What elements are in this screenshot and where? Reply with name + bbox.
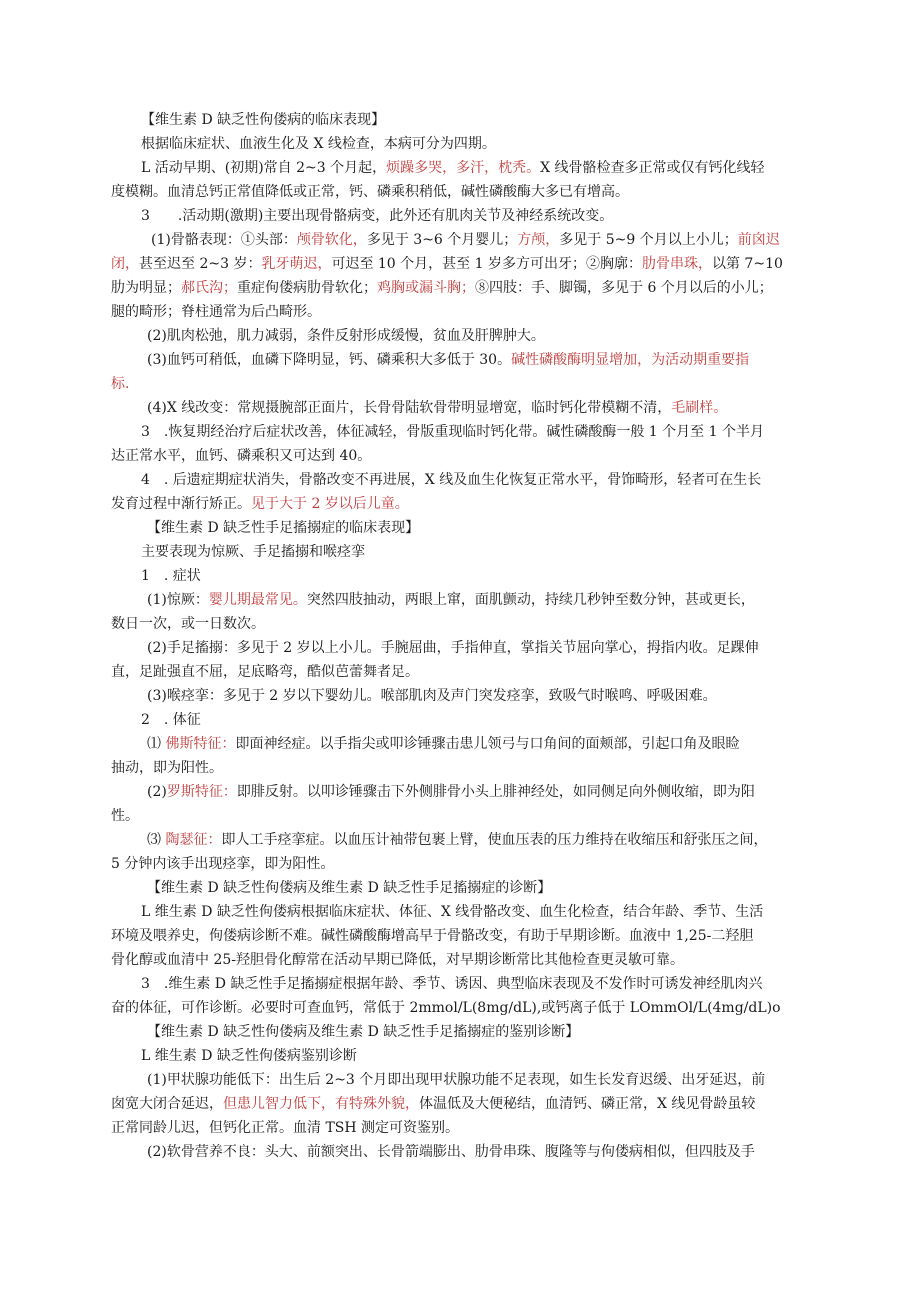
text-segment: 5 分钟内该手出现痉挛，即为阳性。 — [111, 856, 335, 872]
paragraph-line — [111, 684, 816, 708]
highlighted-text: 郝氏沟； — [181, 280, 237, 296]
text-segment: (4)X 线改变：常规摄腕部正面片，长骨骨陆软骨带明显增宽，临时钙化带模糊不清， — [147, 400, 672, 416]
paragraph-line — [111, 900, 816, 924]
paragraph-line — [111, 324, 816, 348]
text-segment: L 活动早期、(初期)常自 2~3 个月起， — [141, 160, 387, 176]
text-segment: 即面神经症。以手指尖或叩诊锤骤击患儿领弓与口角间的面颊部，引起口角及眼睑 — [235, 736, 740, 752]
paragraph-line — [111, 756, 816, 780]
paragraph-line — [111, 396, 816, 420]
paragraph-line — [111, 276, 816, 300]
paragraph-line — [111, 1140, 816, 1164]
text-segment: 3 .活动期(激期)主要出现骨骼病变，此外还有肌肉关节及神经系统改变。 — [141, 208, 614, 224]
paragraph-line — [111, 540, 816, 564]
text-segment: 4 . 后遗症期症状消失，骨骼改变不再进展，X 线及血生化恢复正常水平，骨饰畸形，轻者可在生长 — [141, 472, 762, 488]
text-segment: (3)血钙可稍低，血磷下降明显，钙、磷乘积大多低于 30。 — [147, 352, 512, 368]
paragraph-line — [111, 468, 816, 492]
text-segment: 数日一次，或一日数次。 — [111, 616, 265, 632]
text-segment: 即腓反射。以叩诊锤骤击下外侧腓骨小头上腓神经处，如同侧足向外侧收缩，即为阳 — [236, 784, 755, 800]
text-segment: 囱宽大闭合延迟， — [111, 1096, 223, 1112]
heading-tetany-clinical — [111, 516, 816, 540]
text-segment: 性。 — [111, 808, 139, 824]
highlighted-text: 标. — [111, 376, 130, 392]
highlighted-text: 肋骨串珠， — [641, 256, 712, 272]
paragraph-line — [111, 612, 816, 636]
highlighted-text: 烦躁多哭，多汗，枕秃。 — [386, 160, 541, 176]
text-segment: 腿的畸形；脊柱通常为后凸畸形。 — [111, 304, 321, 320]
highlighted-text: 罗斯特征： — [166, 784, 237, 800]
paragraph-line — [111, 1044, 816, 1068]
text-segment: (2)手足搐搦：多见于 2 岁以上小儿。手腕屈曲，手指伸直，掌指关节屈向掌心，拇指内收。足踝伸 — [147, 640, 759, 656]
paragraph-line — [111, 252, 816, 276]
paragraph-line — [111, 708, 816, 732]
text-segment: 多见于 5~9 个月以上小儿； — [559, 232, 738, 248]
text-segment: 奋的体征，可作诊断。必要时可查血钙，常低于 2mmol/L(8mg∕dL),或钙离子低于 LOmmOl/L(4mg/dL)o — [111, 1000, 781, 1016]
paragraph-line — [111, 972, 816, 996]
paragraph-line — [111, 564, 816, 588]
document-body — [111, 108, 816, 1164]
text-segment: L 维生素 D 缺乏性佝偻病鉴别诊断 — [141, 1048, 357, 1064]
paragraph-line — [111, 852, 816, 876]
text-segment: 度模糊。血清总钙正常值降低或正常，钙、磷乘积稍低，碱性磷酸酶大多已有增高。 — [111, 184, 629, 200]
text-segment: 【维生素 D 缺乏性手足搐搦症的临床表现】 — [147, 520, 420, 536]
highlighted-text: 鸡胸或漏斗胸； — [377, 280, 475, 296]
text-segment: 达正常水平，血钙、磷乘积又可达到 40。 — [111, 448, 372, 464]
text-segment: X 线骨骼检查多正常或仅有钙化线轻 — [540, 160, 765, 176]
heading-diagnosis — [111, 876, 816, 900]
text-segment: 可迟至 10 个月，甚至 1 岁多方可出牙；②胸廓： — [331, 256, 642, 272]
paragraph-line — [111, 1068, 816, 1092]
text-segment: (2)肌肉松弛，肌力减弱，条件反射形成缓慢，贫血及肝脾肿大。 — [147, 328, 545, 344]
text-segment: 【维生素 D 缺乏性佝偻病的临床表现】 — [141, 112, 386, 128]
text-segment: 直，足趾强直不屈，足底略弯，酷似芭蕾舞者足。 — [111, 664, 419, 680]
text-segment: (2) — [147, 784, 167, 800]
heading-rickets-clinical — [111, 108, 816, 132]
paragraph-line — [111, 300, 816, 324]
text-segment: 骨化醇或血清中 25-羟胆骨化醇常在活动早期已降低，对早期诊断常比其他检查更灵敏可靠。 — [111, 952, 684, 968]
text-segment: ⑧四肢：手、脚镯，多见于 6 个月以后的小儿； — [475, 280, 773, 296]
text-segment: (1)甲状腺功能低下：出生后 2~3 个月即出现甲状腺功能不足表现，如生长发育迟缓、出牙延迟，前 — [147, 1072, 766, 1088]
paragraph-line — [111, 996, 816, 1020]
paragraph-line — [111, 444, 816, 468]
text-segment: 3 .维生素 D 缺乏性手足搐搦症根据年龄、季节、诱因、典型临床表现及不发作时可诱发神经肌肉兴 — [141, 976, 763, 992]
highlighted-text: 陶瑟征： — [165, 832, 222, 848]
paragraph-line — [111, 1116, 816, 1140]
highlighted-text: 碱性磷酸酶明显增加，为活动期重要指 — [511, 352, 750, 368]
highlighted-text: 毛刷样。 — [671, 400, 728, 416]
text-segment: 1 . 症状 — [141, 568, 201, 584]
text-segment: 【维生素 D 缺乏性佝偻病及维生素 D 缺乏性手足搐搦症的鉴别诊断】 — [147, 1024, 580, 1040]
text-segment: L 维生素 D 缺乏性佝偻病根据临床症状、体征、X 线骨骼改变、血生化检查，结合年龄、季节、生活 — [141, 904, 764, 920]
text-segment: (1)骨骼表现：①头部： — [151, 232, 297, 248]
paragraph-line — [111, 636, 816, 660]
paragraph-line — [111, 804, 816, 828]
paragraph-line — [111, 348, 816, 372]
text-segment: 甚至迟至 2~3 岁： — [139, 256, 262, 272]
paragraph-line — [111, 732, 816, 756]
highlighted-text: 见于大于 2 岁以后儿童。 — [251, 496, 409, 512]
highlighted-text: 方颅， — [517, 232, 560, 248]
text-segment: 即人工手痉挛症。以血压计袖带包裹上臂，使血压表的压力维持在收缩压和舒张压之间， — [221, 832, 768, 848]
text-segment: 主要表现为惊厥、手足搐搦和喉痉挛 — [141, 544, 365, 560]
paragraph-line — [111, 228, 816, 252]
text-segment: 抽动，即为阳性。 — [111, 760, 223, 776]
paragraph-line — [111, 948, 816, 972]
heading-differential — [111, 1020, 816, 1044]
text-segment: (3)喉痉挛：多见于 2 岁以下婴幼儿。喉部肌肉及声门突发痉挛，致吸气时喉鸣、呼吸困难。 — [147, 688, 717, 704]
text-segment: ⑴ — [147, 736, 166, 752]
highlighted-text: 但患儿智力低下，有特殊外貌， — [223, 1096, 419, 1112]
paragraph-line — [111, 660, 816, 684]
text-segment: 体温低及大便秘结，血清钙、磷正常，X 线见骨龄虽较 — [419, 1096, 756, 1112]
paragraph-line — [111, 420, 816, 444]
paragraph-line — [111, 372, 816, 396]
paragraph-line — [111, 132, 816, 156]
paragraph-line — [111, 588, 816, 612]
paragraph-line — [111, 180, 816, 204]
paragraph-line — [111, 492, 816, 516]
text-segment: 多见于 3~6 个月婴儿； — [366, 232, 518, 248]
paragraph-line — [111, 828, 816, 852]
text-segment: 以第 7~10 — [711, 256, 783, 272]
highlighted-text: 闭， — [111, 256, 139, 272]
text-segment: 正常同龄儿迟，但钙化正常。血清 TSH 测定可资鉴别。 — [111, 1120, 460, 1136]
text-segment: 肋为明显； — [111, 280, 181, 296]
text-segment: 突然四肢抽动，两眼上窜，面肌颤动，持续几秒钟至数分钟，甚或更长， — [306, 592, 755, 608]
text-segment: 发育过程中渐行矫正。 — [111, 496, 251, 512]
paragraph-line — [111, 780, 816, 804]
paragraph-line — [111, 1092, 816, 1116]
text-segment: 3 .恢复期经治疗后症状改善，体征减轻，骨版重现临时钙化带。碱性磷酸酶一般 1 个月至 1 个半月 — [141, 424, 764, 440]
text-segment: (2)软骨营养不良：头大、前额突出、长骨箭端膨出、肋骨串珠、腹隆等与佝偻病相似，但四肢及手 — [147, 1144, 755, 1160]
text-segment: ⑶ — [147, 832, 166, 848]
text-segment: 2 . 体征 — [141, 712, 201, 728]
paragraph-line — [111, 156, 816, 180]
text-segment: (1)惊厥： — [147, 592, 209, 608]
text-segment: 根据临床症状、血液生化及 X 线检查，本病可分为四期。 — [141, 136, 496, 152]
highlighted-text: 乳牙萌迟， — [261, 256, 332, 272]
text-segment: 环境及喂养史，佝偻病诊断不难。碱性磷酸酶增高早于骨骼改变，有助于早期诊断。血液中 1,25-二羟胆 — [111, 928, 754, 944]
paragraph-line — [111, 924, 816, 948]
highlighted-text: 佛斯特征： — [165, 736, 236, 752]
paragraph-line — [111, 204, 816, 228]
highlighted-text: 婴儿期最常见。 — [208, 592, 307, 608]
text-segment: 重症佝偻病肋骨软化； — [237, 280, 377, 296]
text-segment: 【维生素 D 缺乏性佝偻病及维生素 D 缺乏性手足搐搦症的诊断】 — [147, 880, 552, 896]
highlighted-text: 前囟迟 — [737, 232, 780, 248]
highlighted-text: 颅骨软化， — [296, 232, 367, 248]
